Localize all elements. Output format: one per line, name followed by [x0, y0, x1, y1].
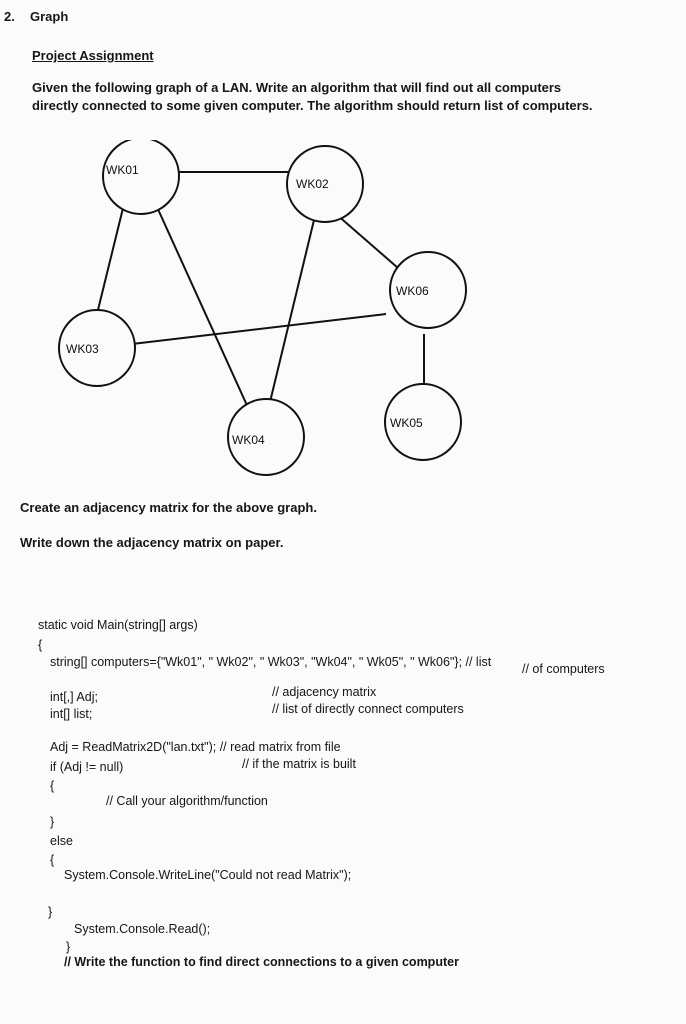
code-line: } [50, 815, 55, 829]
prompt-line-2: directly connected to some given computer. The algorithm should return list of computers. [32, 98, 593, 113]
edge-wk03-wk06 [132, 314, 386, 344]
instruction-line-2: Write down the adjacency matrix on paper. [20, 535, 284, 550]
code-comment: // adjacency matrix [272, 685, 377, 699]
code-line: Adj = ReadMatrix2D("lan.txt"); // read matrix from file [50, 740, 341, 754]
edge-wk02-wk04 [270, 220, 314, 402]
code-comment: // if the matrix is built [242, 757, 356, 771]
edge-wk01-wk03 [96, 200, 125, 318]
code-comment: // Call your algorithm/function [106, 794, 268, 808]
node-label-wk02: WK02 [296, 177, 329, 191]
code-line: string[] computers={"Wk01", " Wk02", " Wk03", "Wk04", " Wk05", " Wk06"}; // list [50, 655, 492, 669]
code-line: { [38, 638, 43, 652]
edge-wk01-wk04 [152, 196, 250, 412]
node-label-wk06: WK06 [396, 284, 429, 298]
node-label-wk03: WK03 [66, 342, 99, 356]
lan-graph [0, 140, 686, 480]
code-line: int[] list; [50, 707, 93, 721]
code-comment: // list of directly connect computers [272, 702, 464, 716]
section-number: 2. [4, 9, 15, 24]
code-line: { [50, 853, 55, 867]
node-label-wk05: WK05 [390, 416, 423, 430]
code-line: int[,] Adj; [50, 690, 98, 704]
node-label-wk04: WK04 [232, 433, 265, 447]
prompt-line-1: Given the following graph of a LAN. Write an algorithm that will find out all computers [32, 80, 562, 95]
assignment-heading: Project Assignment [32, 48, 154, 63]
code-line: { [50, 779, 55, 793]
code-line: } [66, 940, 71, 954]
code-comment: // of computers [522, 662, 605, 676]
code-line: System.Console.Read(); [74, 922, 211, 936]
instruction-line-1: Create an adjacency matrix for the above graph. [20, 500, 317, 515]
node-label-wk01: WK01 [106, 163, 139, 177]
code-line: static void Main(string[] args) [38, 618, 198, 632]
node-wk01 [103, 140, 179, 214]
section-title: Graph [30, 9, 69, 24]
code-line: else [50, 834, 73, 848]
code-line: } [48, 905, 53, 919]
edge-wk02-wk06 [336, 214, 398, 268]
code-line: System.Console.WriteLine("Could not read Matrix"); [64, 868, 352, 882]
code-comment: // Write the function to find direct connections to a given computer [64, 955, 459, 969]
code-line: if (Adj != null) [50, 760, 124, 774]
